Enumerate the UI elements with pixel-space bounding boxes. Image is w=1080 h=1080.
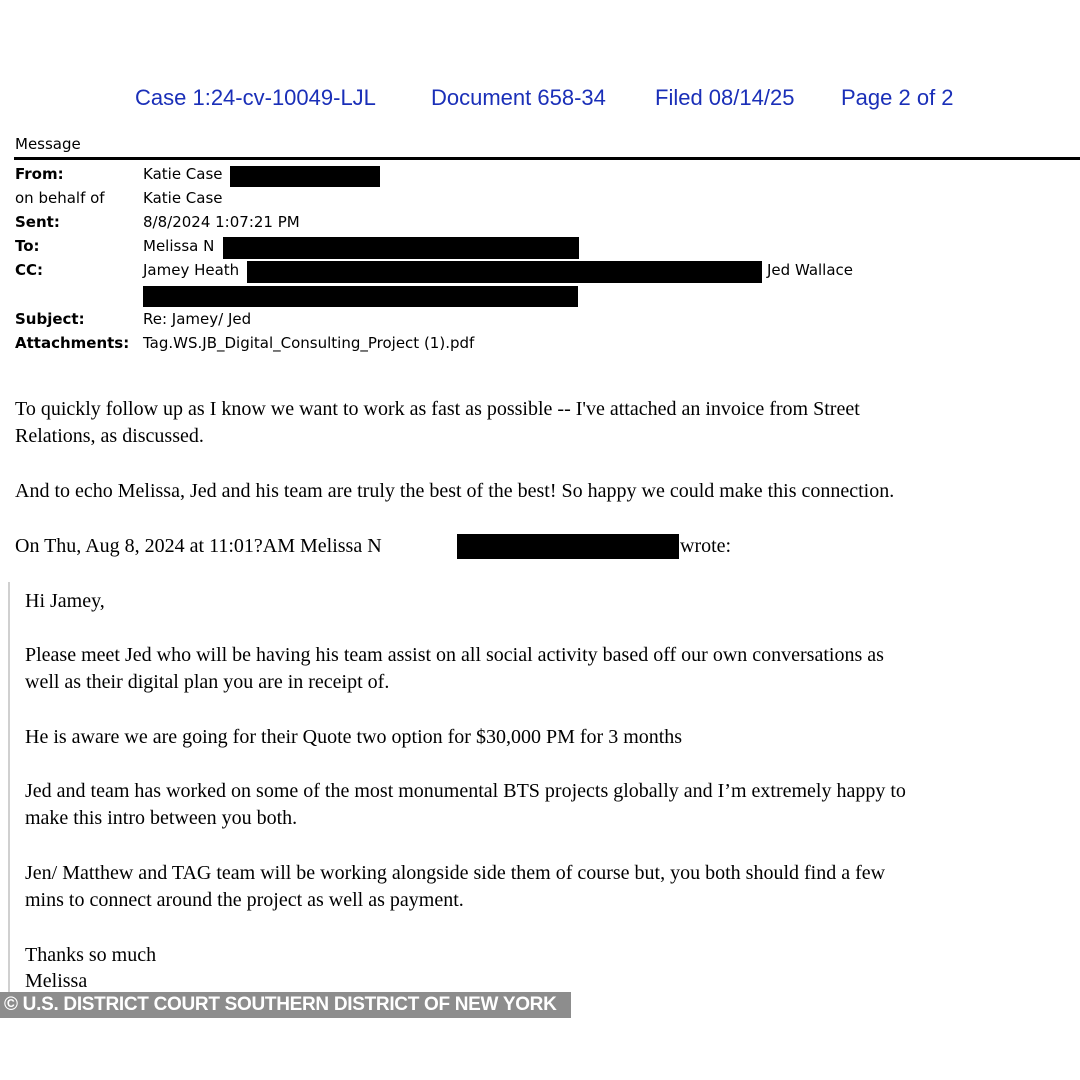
redaction-bar bbox=[247, 261, 762, 283]
page-number: Page 2 of 2 bbox=[841, 85, 954, 110]
quoted-paragraph-4-line-2: mins to connect around the project as well as payment. bbox=[25, 889, 464, 911]
quote-intro-end: wrote: bbox=[680, 535, 732, 557]
quoted-paragraph-4-line-1: Jen/ Matthew and TAG team will be working alongside side them of course but, you both should find a few bbox=[25, 862, 886, 884]
filed-date: Filed 08/14/25 bbox=[655, 85, 795, 110]
body-paragraph-1-line-1: To quickly follow up as I know we want to work as fast as possible -- I've attached an invoice from Street bbox=[15, 398, 860, 420]
attachments-label: Attachments: bbox=[15, 334, 130, 352]
image-credit: © U.S. DISTRICT COURT SOUTHERN DISTRICT OF NEW YORK bbox=[0, 992, 571, 1018]
quote-bar bbox=[8, 582, 10, 992]
header-divider bbox=[14, 157, 1080, 160]
message-title: Message bbox=[15, 135, 81, 153]
behalf-label: on behalf of bbox=[15, 189, 105, 207]
quoted-paragraph-3-line-2: make this intro between you both. bbox=[25, 807, 298, 829]
subject-value: Re: Jamey/ Jed bbox=[143, 310, 252, 328]
quoted-closing: Thanks so much bbox=[25, 944, 157, 966]
quoted-paragraph-1-line-1: Please meet Jed who will be having his team assist on all social activity based off our own conversations as bbox=[25, 644, 884, 666]
document-number: Document 658-34 bbox=[431, 85, 606, 110]
redaction-bar bbox=[143, 286, 578, 307]
cc-label: CC: bbox=[15, 261, 44, 279]
body-paragraph-2: And to echo Melissa, Jed and his team are truly the best of the best! So happy we could make this connection. bbox=[15, 480, 895, 502]
from-value: Katie Case bbox=[143, 165, 223, 183]
cc-value-2: Jed Wallace bbox=[767, 261, 854, 279]
case-number: Case 1:24-cv-10049-LJL bbox=[135, 85, 376, 110]
subject-label: Subject: bbox=[15, 310, 85, 328]
from-label: From: bbox=[15, 165, 64, 183]
cc-value: Jamey Heath bbox=[143, 261, 240, 279]
to-value: Melissa N bbox=[143, 237, 215, 255]
to-label: To: bbox=[15, 237, 40, 255]
sent-label: Sent: bbox=[15, 213, 60, 231]
quoted-greeting: Hi Jamey, bbox=[25, 590, 105, 612]
quoted-signature: Melissa bbox=[25, 970, 88, 992]
quoted-paragraph-1-line-2: well as their digital plan you are in receipt of. bbox=[25, 671, 390, 693]
attachment-filename: Tag.WS.JB_Digital_Consulting_Project (1).pdf bbox=[143, 334, 475, 352]
behalf-value: Katie Case bbox=[143, 189, 223, 207]
quoted-paragraph-3-line-1: Jed and team has worked on some of the most monumental BTS projects globally and I’m extremely happy to bbox=[25, 780, 906, 802]
redaction-bar bbox=[223, 237, 579, 259]
quoted-paragraph-2: He is aware we are going for their Quote two option for $30,000 PM for 3 months bbox=[25, 726, 683, 748]
quote-intro: On Thu, Aug 8, 2024 at 11:01?AM Melissa N bbox=[15, 535, 382, 557]
redaction-bar bbox=[230, 166, 380, 187]
sent-value: 8/8/2024 1:07:21 PM bbox=[143, 213, 300, 231]
redaction-bar bbox=[457, 534, 679, 559]
body-paragraph-1-line-2: Relations, as discussed. bbox=[15, 425, 204, 447]
